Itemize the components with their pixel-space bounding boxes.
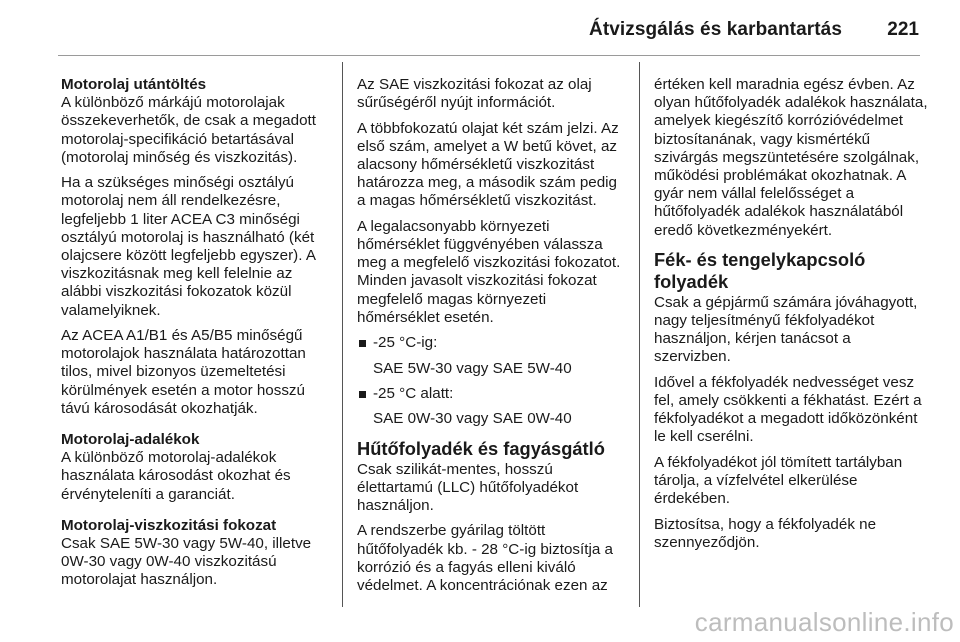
column-divider-left: [342, 62, 343, 607]
paragraph: Ha a szükséges minőségi osztályú motorolaj nem áll rendelkezésre, legfeljebb 1 liter ACEA C3 minőségi osztályú motorolaj is használható (két olajcsere között legfeljebb egyszer). A viszkozitásnak meg kell felelnie az alábbi viszkozitási fokozatok közül valamelyiknek.: [61, 174, 316, 319]
watermark: carmanualsonline.info: [694, 607, 954, 637]
section-heading-oil-additives: Motorolaj-adalékok: [61, 431, 200, 449]
bullet-label: -25 °C-ig:: [373, 334, 438, 352]
bullet-square-icon: [359, 391, 366, 398]
header-divider: [58, 55, 920, 56]
section-heading-brake-fluid: Fék- és tengelykapcsoló folyadék: [654, 248, 866, 292]
list-item: [357, 334, 625, 352]
list-item: [357, 385, 625, 403]
paragraph: A többfokozatú olajat két szám jelzi. Az első szám, amelyet a W betű követ, az alacsony hőmérsékletű viszkozitást határozza meg, a második szám pedig a magas hőmérsékletű viszkozitást.: [357, 119, 619, 210]
bullet-label: -25 °C alatt:: [373, 384, 454, 402]
paragraph: A különböző motorolaj-adalékok használata károsodást okozhat és érvényteleníti a garanciát.: [61, 449, 291, 503]
paragraph: értéken kell maradnia egész évben. Az olyan hűtőfolyadék adalékok használata, amelyek kiegészítő korrózióvédelmet biztosítanának, vagy kismértékű szivárgás megszüntetésére szolgálnak, működési problémákat okozhatnak. A gyár nem vállal felelősséget a hűtőfolyadék adalékok használatából eredő következményekért.: [654, 76, 928, 239]
paragraph: A fékfolyadékot jól tömített tartályban tárolja, a vízfelvétel elkerülése érdekében.: [654, 453, 903, 508]
column-middle: [357, 76, 625, 602]
column-divider-right: [639, 62, 640, 607]
paragraph: Csak SAE 5W-30 vagy 5W-40, illetve 0W-30 vagy 0W-40 viszkozitású motorolajat használjon.: [61, 535, 312, 589]
paragraph: A rendszerbe gyárilag töltött hűtőfolyadék kb. - 28 °C-ig biztosítja a korrózió és a fagyás elleni kiváló védelmet. A koncentrációnak ezen az: [357, 522, 613, 594]
paragraph: A különböző márkájú motorolajak összekeverhetők, de csak a megadott motorolaj-specifikáció betartásával (motorolaj minőség és viszkozitás).: [61, 94, 316, 166]
section-heading-coolant: Hűtőfolyadék és fagyásgátló: [357, 437, 605, 459]
bullet-value: SAE 0W-30 vagy SAE 0W-40: [373, 410, 572, 428]
bullet-square-icon: [359, 340, 366, 347]
section-heading-oil-refill: Motorolaj utántöltés: [61, 76, 207, 93]
paragraph: Csak a gépjármű számára jóváhagyott, nagy teljesítményű fékfolyadékot használjon, kérjen tanácsot a szervizben.: [654, 293, 918, 366]
paragraph: Idővel a fékfolyadék nedvességet vesz fel, amely csökkenti a fékhatást. Ezért a fékfolyadékot a megadott időközönként le kell cserélni.: [654, 373, 922, 446]
paragraph: A legalacsonyabb környezeti hőmérséklet függvényében válassza meg a megfelelő viszkozitási fokozatot. Minden javasolt viszkozitási fokozat megfelelő magas környezeti hőmérséklet esetén.: [357, 217, 621, 326]
paragraph: Az ACEA A1/B1 és A5/B5 minőségű motorolajok használata határozottan tilos, mivel bizonyos üzemeltetési körülmények esetén a motor hosszú távú károsodását okozhatják.: [61, 327, 306, 417]
page-title: Átvizsgálás és karbantartás: [589, 19, 842, 40]
page-number: 221: [887, 19, 919, 40]
page-header: [0, 0, 960, 58]
column-right: [654, 76, 929, 559]
bullet-value: SAE 5W-30 vagy SAE 5W-40: [373, 359, 572, 377]
paragraph: Az SAE viszkozitási fokozat az olaj sűrűségéről nyújt információt.: [357, 76, 592, 112]
paragraph: Biztosítsa, hogy a fékfolyadék ne szennyeződjön.: [654, 515, 877, 551]
column-left: [61, 76, 331, 597]
paragraph: Csak szilikát-mentes, hosszú élettartamú (LLC) hűtőfolyadékot használjon.: [357, 460, 579, 514]
section-heading-oil-viscosity: Motorolaj-viszkozitási fokozat: [61, 516, 277, 534]
